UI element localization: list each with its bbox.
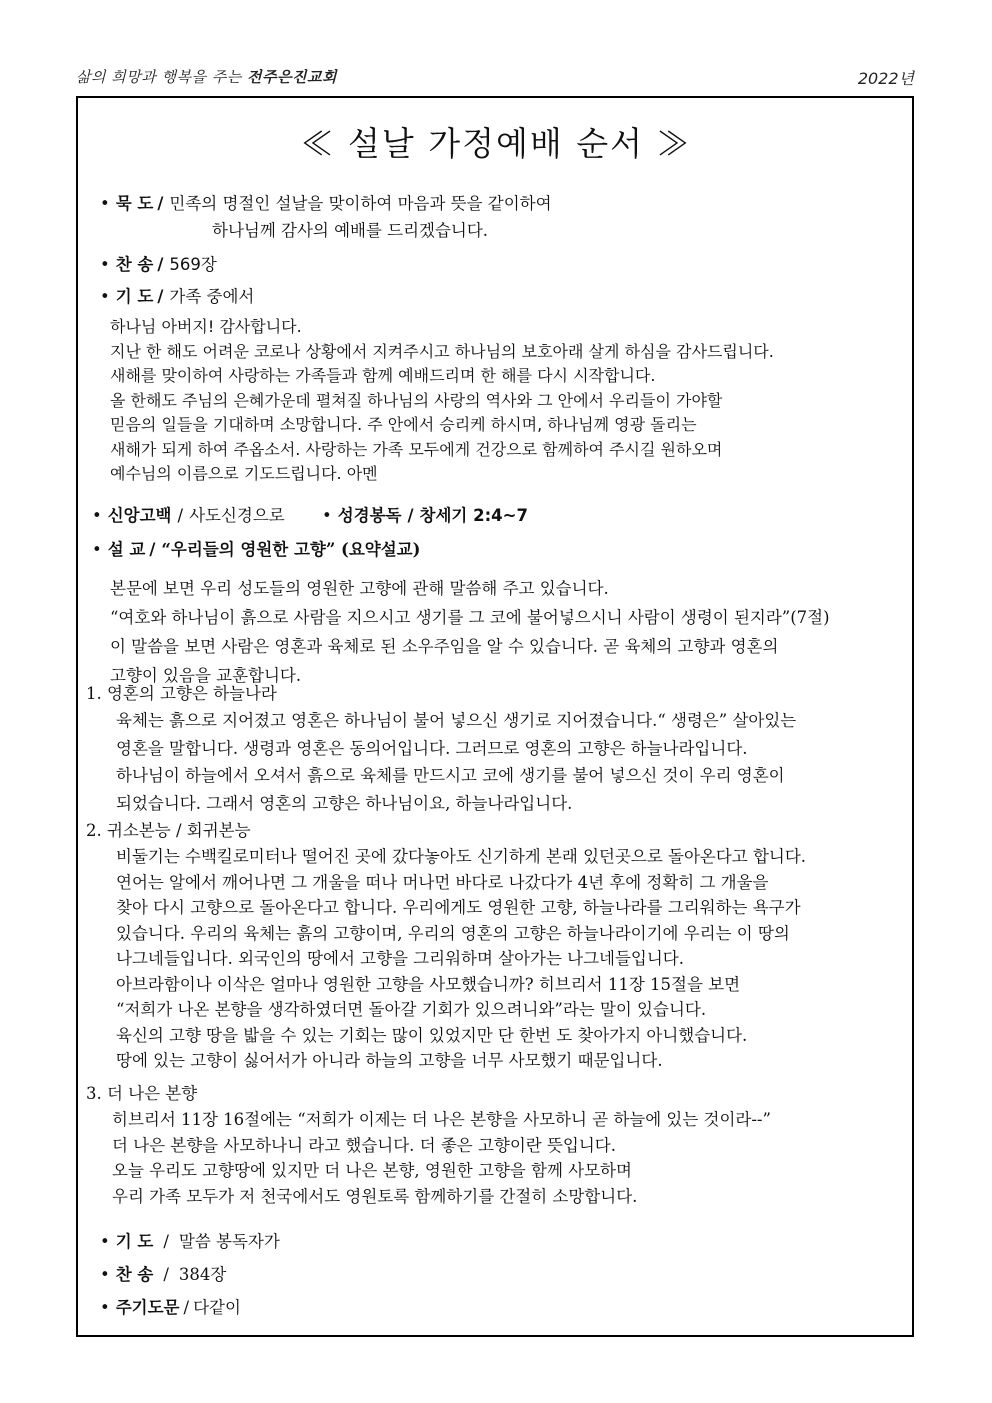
bullet-icon: • [100,255,110,274]
point-1-body [116,707,796,817]
chansong1-text: 569장 [169,255,217,274]
sermon-label: 설 교 [107,540,146,559]
point-line: 육체는 흙으로 지어졌고 영혼은 하나님이 불어 넣으신 생기로 지어졌습니다.“ 생령은” 살아있는 [116,711,797,730]
point-line: 히브리서 11장 16절에는 “저희가 이제는 더 나은 본향을 사모하니 곧 하늘에 있는 것이라--” [112,1110,771,1129]
section-sermon: • 설 교 / “우리들의 영원한 고향” (요약설교) [92,540,421,559]
point-line: 땅에 있는 고향이 싫어서가 아니라 하늘의 고향을 너무 사모했기 때문입니다. [116,1051,663,1070]
section-chansong-1: • 찬 송 / 569장 [100,255,217,274]
point-line: 나그네들입니다. 외국인의 땅에서 고향을 그리워하며 살아가는 나그네들입니다. [116,949,684,968]
church-name: 전주은진교회 [247,68,337,86]
point-line: 되었습니다. 그래서 영혼의 고향은 하나님이요, 하늘나라입니다. [116,793,573,813]
chansong2-text: 384장 [178,1265,227,1284]
bullet-icon: • [100,1298,110,1317]
header-slogan [76,66,337,87]
section-prayer-1: • 기 도 / 가족 중에서 [100,287,255,306]
creed-text: 사도신경으로 [189,506,285,525]
point-line: 찾아 다시 고향으로 돌아온다고 합니다. 우리에게도 영원한 고향, 하늘나라를 그리워하는 욕구가 [116,898,801,917]
point-line: “저희가 나온 본향을 생각하였더면 돌아갈 기회가 있으려니와”라는 말이 있습니다. [116,1000,707,1019]
prayer2-label: 기 도 [115,1232,154,1251]
prayer-line: 지난 한 해도 어려운 코로나 상황에서 지켜주시고 하나님의 보호아래 살게 하심을 감사드립니다. [110,341,774,361]
point-2-body [116,844,806,1074]
point-line: 우리 가족 모두가 저 천국에서도 영원토록 함께하기를 간절히 소망합니다. [112,1186,638,1206]
chansong1-label: 찬 송 [115,255,154,274]
sermon-line: “여호와 하나님이 흙으로 사람을 지으시고 생기를 그 코에 불어넣으시니 사람이 생령이 된지라”(7절) [110,608,830,627]
point-line: 있습니다. 우리의 육체는 흙의 고향이며, 우리의 영혼의 고향은 하늘나라이기에 우리는 이 땅의 [116,923,790,943]
section-reading: • 성경봉독 / 창세기 2:4~7 [322,506,528,525]
sermon-intro [110,574,830,690]
mukdo-label: 묵 도 [115,194,154,213]
mukdo-text-2: 하나님께 감사의 예배를 드리겠습니다. [212,221,489,240]
sermon-line: 고향이 있음을 교훈합니다. [110,666,302,685]
sermon-line: 이 말씀을 보면 사람은 영혼과 육체로 된 소우주임을 알 수 있습니다. 곧 육체의 고향과 영혼의 [110,637,779,656]
point-line: 하나님이 하늘에서 오셔서 흙으로 육체를 만드시고 코에 생기를 불어 넣으신 것이 우리 영혼이 [116,766,785,785]
point-line: 연어는 알에서 깨어나면 그 개울을 떠나 머나먼 바다로 나갔다가 4년 후에 정확히 그 개울을 [116,872,769,892]
slogan-text: 삶의 희망과 행복을 주는 [76,68,242,86]
prayer-line: 새해가 되게 하여 주옵소서. 사랑하는 가족 모두에게 건강으로 함께하여 주시길 원하오며 [110,439,723,459]
reading-label: 성경봉독 [337,506,402,525]
point-2-heading: 2. 귀소본능 / 회귀본능 [86,821,251,840]
section-prayer-2: • 기 도 / 말씀 봉독자가 [100,1232,280,1251]
point-line: 영혼을 말합니다. 생령과 영혼은 동의어입니다. 그러므로 영혼의 고향은 하늘나라입니다. [116,738,748,758]
point-line: 육신의 고향 땅을 밟을 수 있는 기회는 많이 있었지만 단 한번 도 찾아가지 아니했습니다. [116,1025,748,1045]
prayer-line: 예수님의 이름으로 기도드립니다. 아멘 [110,464,378,483]
page-title: ≪ 설날 가정예배 순서 ≫ [300,124,692,163]
sermon-title: “우리들의 영원한 고향” (요약설교) [161,540,421,559]
point-line: 더 나은 본향을 사모하나니 라고 했습니다. 더 좋은 고향이란 뜻입니다. [112,1135,616,1155]
prayer-line: 새해를 맞이하여 사랑하는 가족들과 함께 예배드리며 한 해를 다시 시작합니다. [110,366,656,385]
prayer-line: 믿음의 일들을 기대하며 소망합니다. 주 안에서 승리케 하시며, 하나님께 영광 돌리는 [110,415,697,434]
header-year: 2022년 [857,69,914,88]
prayer-line: 하나님 아버지! 감사합니다. [110,317,302,336]
reading-text: 창세기 2:4~7 [419,506,528,525]
point-line: 오늘 우리도 고향땅에 있지만 더 나은 본향, 영원한 고향을 함께 사모하며 [112,1161,632,1180]
bullet-icon: • [322,506,332,525]
chansong2-label: 찬 송 [115,1265,154,1284]
sermon-line: 본문에 보면 우리 성도들의 영원한 고향에 관해 말씀해 주고 있습니다. [110,579,609,598]
point-line: 비둘기는 수백킬로미터나 떨어진 곳에 갔다놓아도 신기하게 본래 있던곳으로 돌아온다고 합니다. [116,847,807,866]
bullet-icon: • [92,506,102,525]
section-chansong-2: • 찬 송 / 384장 [100,1265,227,1284]
bullet-icon: • [100,194,110,213]
lordsprayer-label: 주기도문 [115,1298,180,1317]
section-lordsprayer: • 주기도문 / 다같이 [100,1298,241,1317]
point-1-heading: 1. 영혼의 고향은 하늘나라 [86,684,277,703]
prayer1-body [110,315,774,487]
point-3-body [112,1107,771,1209]
prayer1-label: 기 도 [115,287,154,306]
prayer1-text: 가족 중에서 [169,287,255,306]
mukdo-text: 민족의 명절인 설날을 맞이하여 마음과 뜻을 같이하여 [169,194,552,213]
bullet-icon: • [100,1232,110,1251]
bullet-icon: • [100,1265,110,1284]
section-mukdo: • 묵 도 / 민족의 명절인 설날을 맞이하여 마음과 뜻을 같이하여 [100,194,552,213]
prayer-line: 올 한해도 주님의 은혜가운데 펼쳐질 하나님의 사랑의 역사와 그 안에서 우리들이 가야할 [110,390,723,410]
bullet-icon: • [100,287,110,306]
section-creed: • 신앙고백 / 사도신경으로 [92,506,285,525]
lordsprayer-text: 다같이 [193,1298,241,1317]
bullet-icon: • [92,540,102,559]
prayer2-text: 말씀 봉독자가 [178,1232,280,1251]
point-line: 아브라함이나 이삭은 얼마나 영원한 고향을 사모했습니까? 히브리서 11장 15절을 보면 [116,974,741,994]
point-3-heading: 3. 더 나은 본향 [86,1084,198,1103]
creed-label: 신앙고백 [107,506,172,525]
